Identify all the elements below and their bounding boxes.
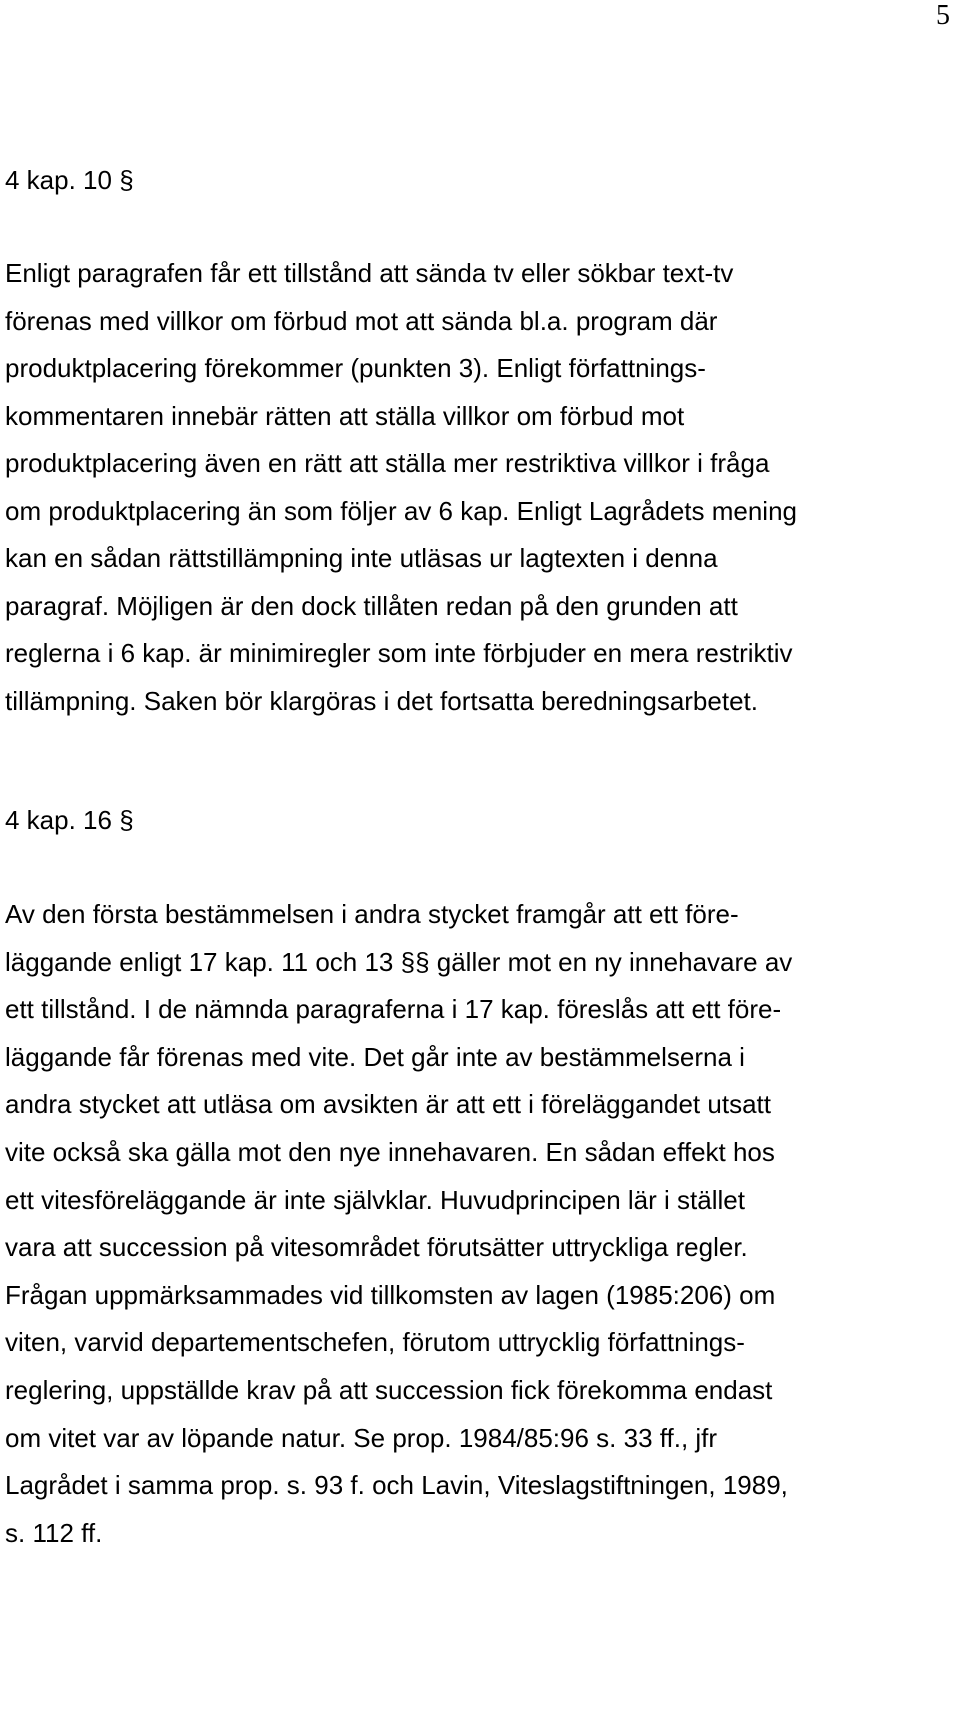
- text-line: reglerna i 6 kap. är minimiregler som inte förbjuder en mera restriktiv: [5, 638, 793, 668]
- text-line: produktplacering även en rätt att ställa mer restriktiva villkor i fråga: [5, 448, 770, 478]
- text-line: ett tillstånd. I de nämnda paragraferna i 17 kap. föreslås att ett före-: [5, 994, 782, 1025]
- section-heading-4-kap-10: 4 kap. 10 §: [5, 165, 134, 195]
- text-line: förenas med villkor om förbud mot att sända bl.a. program där: [5, 305, 718, 336]
- text-line: vara att succession på vitesområdet förutsätter uttryckliga regler.: [5, 1232, 748, 1263]
- text-line: reglering, uppställde krav på att succession fick förekomma endast: [5, 1374, 773, 1405]
- text-line: viten, varvid departementschefen, förutom uttrycklig författnings-: [5, 1327, 745, 1358]
- text-line: produktplacering förekommer (punkten 3). Enligt författnings-: [5, 353, 706, 383]
- text-line: kan en sådan rättstillämpning inte utläsas ur lagtexten i denna: [5, 543, 718, 573]
- text-line: läggande får förenas med vite. Det går inte av bestämmelserna i: [5, 1041, 745, 1072]
- text-line: tillämpning. Saken bör klargöras i det fortsatta beredningsarbetet.: [5, 685, 758, 716]
- text-line: vite också ska gälla mot den nye innehavaren. En sådan effekt hos: [5, 1136, 775, 1167]
- page-number: 5: [936, 0, 950, 31]
- section-heading-4-kap-16: 4 kap. 16 §: [5, 805, 134, 835]
- text-line: ett vitesföreläggande är inte självklar. Huvudprincipen lär i stället: [5, 1184, 745, 1215]
- text-line: Lagrådet i samma prop. s. 93 f. och Lavin, Viteslagstiftningen, 1989,: [5, 1470, 788, 1501]
- text-line: om vitet var av löpande natur. Se prop. 1984/85:96 s. 33 ff., jfr: [5, 1422, 718, 1453]
- text-line: paragraf. Möjligen är den dock tillåten redan på den grunden att: [5, 590, 738, 621]
- text-line: andra stycket att utläsa om avsikten är att ett i föreläggandet utsatt: [5, 1089, 771, 1120]
- text-line: Frågan uppmärksammades vid tillkomsten av lagen (1985:206) om: [5, 1279, 776, 1310]
- text-line: Av den första bestämmelsen i andra stycket framgår att ett före-: [5, 899, 739, 929]
- paragraph-4-kap-10: [5, 250, 910, 725]
- text-line: s. 112 ff.: [5, 1517, 103, 1548]
- text-line: kommentaren innebär rätten att ställa villkor om förbud mot: [5, 400, 685, 431]
- text-line: om produktplacering än som följer av 6 kap. Enligt Lagrådets mening: [5, 495, 797, 526]
- text-line: Enligt paragrafen får ett tillstånd att sända tv eller sökbar text-tv: [5, 258, 734, 288]
- text-line: läggande enligt 17 kap. 11 och 13 §§ gäller mot en ny innehavare av: [5, 946, 793, 977]
- paragraph-4-kap-16: [5, 891, 910, 1557]
